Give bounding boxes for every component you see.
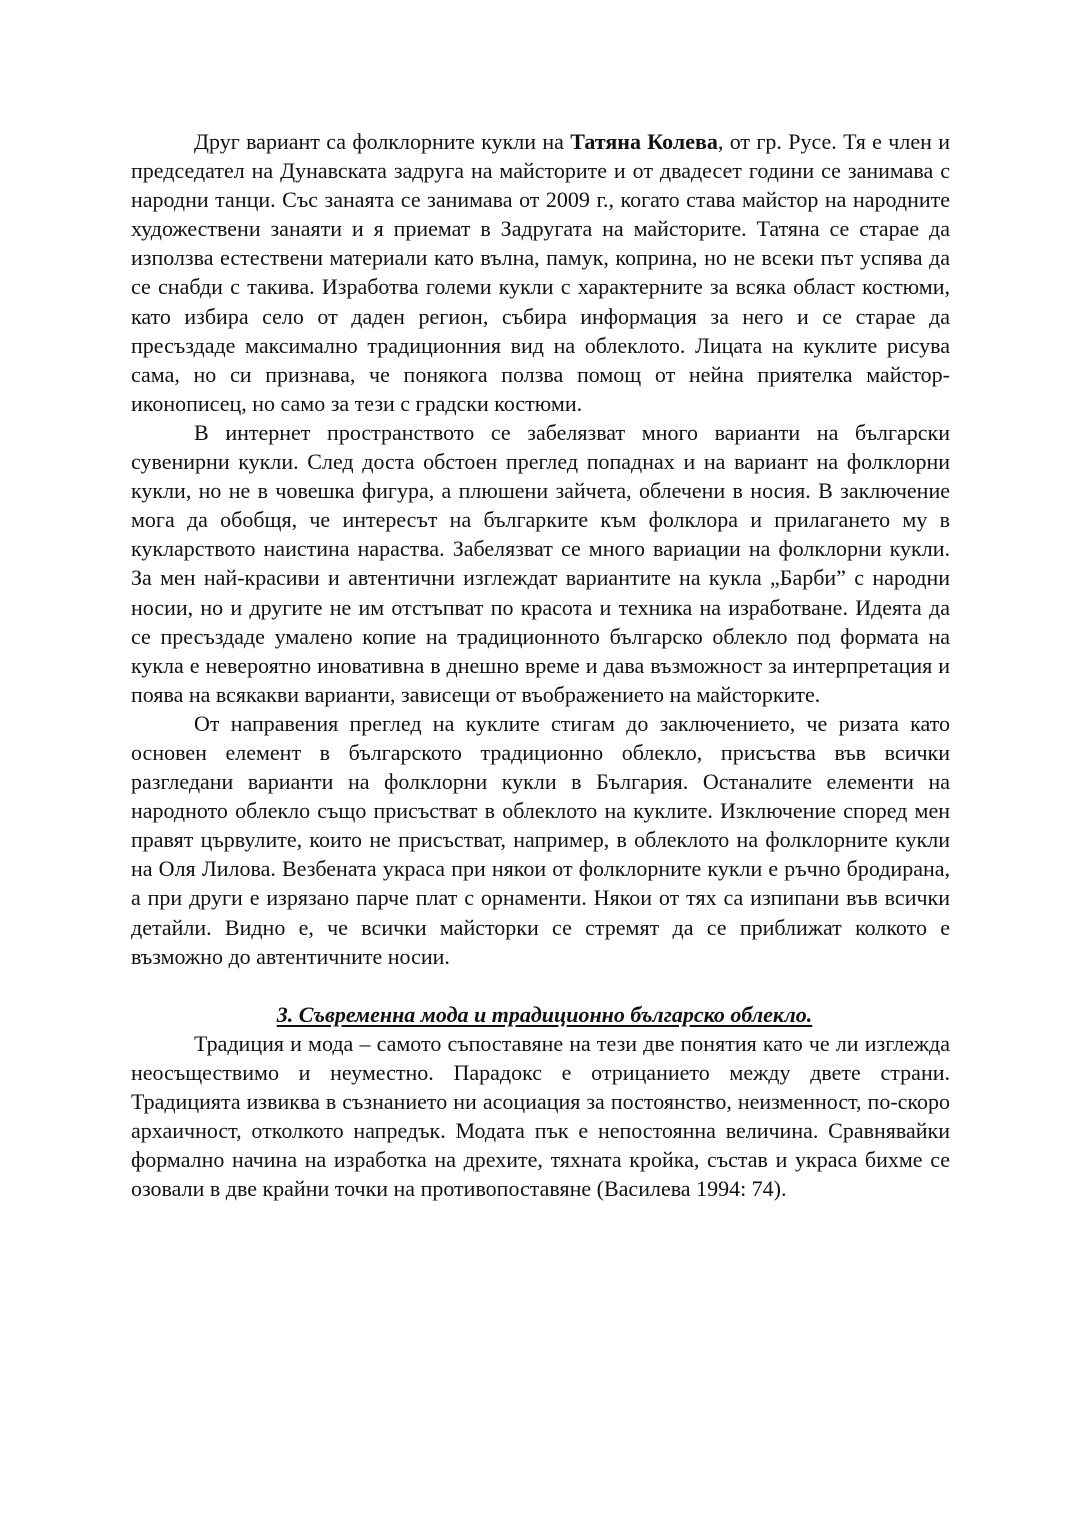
- paragraph-kukli-koleva: [131, 127, 950, 418]
- paragraph-1-intro: Друг вариант са фолклорните кукли на: [194, 129, 571, 154]
- document-page: [131, 127, 950, 1203]
- section-heading: [131, 1000, 950, 1029]
- paragraph-tradition-fashion: Традиция и мода – самото съпоставяне на тези две понятия като че ли изглежда неосъществимо и неуместно. Парадокс е отрицанието между двете страни. Традицията извиква в съзнанието ни асоциация за постоянство, неизменност, по-скоро архаичност, отколкото напредък. Модата пък е непостоянна величина. Сравнявайки формално начина на изработка на дрехите, тяхната кройка, състав и украса бихме се озовали в две крайни точки на противопоставяне (Василева 1994: 74).: [131, 1030, 950, 1202]
- person-name-bold: Татяна Колева: [570, 129, 718, 154]
- paragraph-internet-variants: В интернет пространството се забелязват много варианти на български сувенирни кукли. След доста обстоен преглед попаднах и на вариант на фолклорни кукли, но не в човешка фигура, а плюшени зайчета, облечени в носия. В заключение мога да обобщя, че интересът на българките към фолклора и прилагането му в кукларството наистина нараства. Забелязват се много вариации на фолклорни кукли. За мен най-красиви и автентични изглеждат вариантите на кукла „Барби” с народни носии, но и другите не им отстъпват по красота и техника на изработване. Идеята да се пресъздаде умалено копие на традиционното българско облекло под формата на кукла е невероятно иновативна в днешно време и дава възможност за интерпретация и поява на всякакви варианти, зависещи от въображението на майсторките.: [131, 419, 950, 707]
- paragraph-1-body: , от гр. Русе. Тя е член и председател на Дунавската задруга на майсторите и от двадесет години се занимава с народни танци. Със занаята се занимава от 2009 г., когато става майстор на народните художествени занаяти и я приемат в Задругата на майсторите. Татяна се старае да използва естествени материали като вълна, памук, коприна, но не всеки път успява да се снабди с такива. Изработва големи кукли с характерните за всяка област костюми, като избира село от даден регион, събира информация за него и се старае да пресъздаде максимално традиционния вид на облеклото. Лицата на куклите рисува сама, но си признава, че понякога ползва помощ от нейна приятелка майстор-иконописец, но само за тези с градски костюми.: [131, 129, 950, 416]
- section-heading-text: 3. Съвременна мода и традиционно българско облекло.: [276, 1001, 813, 1027]
- paragraph-conclusion-review: От направения преглед на куклите стигам до заключението, че ризата като основен елемент в българското традиционно облекло, присъства във всички разгледани варианти на фолклорни кукли в България. Останалите елементи на народното облекло също присъстват в облеклото на куклите. Изключение според мен правят цървулите, които не присъстват, например, в облеклото на фолклорните кукли на Оля Лилова. Везбената украса при някои от фолклорните кукли е ръчно бродирана, а при други е изрязано парче плат с орнаменти. Някои от тях са изпипани във всички детайли. Видно е, че всички майсторки се стремят да се приближат колкото е възможно до автентичните носии.: [131, 710, 950, 969]
